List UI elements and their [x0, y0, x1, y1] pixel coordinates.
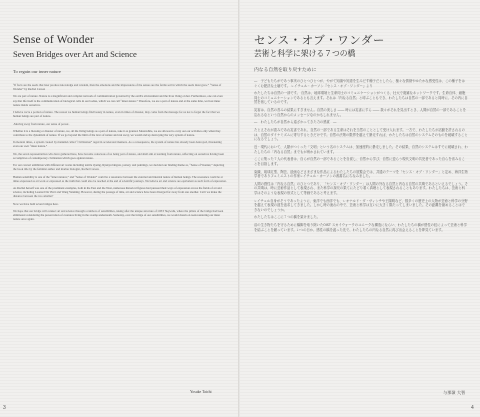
body-text-jp	[254, 79, 468, 235]
paragraph: I believe we're a portion of nature. The reason we human beings find beauty in nature, even in times of disaster, may come from the message for us not to forget the fact that we human beings are part of nature.	[13, 110, 220, 119]
paragraph: “If facts are the seeds that later produce knowledge and wisdom, then the emotions and the impressions of the senses are the fertile soil in which the seeds must grow.” “Sense of Wonder” by Rachel Carson	[13, 83, 222, 92]
page-title-jp: センス・オブ・ワンダー	[254, 33, 385, 47]
paragraph-jp: 災害は、自然の営みの結果にすぎません。自然の美しさ ―― 時には災害にすら ―― 我々がそれを見出すとき、人間が自然の一部であることを忘れるなという自然からのメッセージなのかもしれません。	[254, 108, 466, 117]
page-number: 4	[471, 405, 474, 411]
page-subtitle: Seven Bridges over Art and Science	[13, 49, 137, 59]
paragraph-jp: たとえそれが恵みであれ災害であれ、自然の一部である生命はそれを当然のこととして受け入れます。一方で、わたしたちが活動を許されるのは、自然のダイナミズムに寄与するときだけです。自然の法則の限界を越えて暴走すれば、わたしたちは自然のシステムそのものを破壊することになるでしょう。	[254, 128, 468, 142]
page-title: Sense of Wonder	[13, 34, 95, 46]
paragraph-jp: 染織、琉球紅型、陶芸、絵画などさまざまな作品によるわたしたちの展覧会では、共通のテーマを「センス・オブ・ワンダー」と定め、海洋生物学者でありフェミニストの作家レイチェル・カーソンの著書名にちなみました。	[254, 169, 468, 179]
paragraph-jp: 人間の感性は「内なる自然」のひとつであり、「センス・オブ・ワンダー」は人間の外なる自然と内なる自然の共鳴であるといえるでしょう。その共鳴は、時に芸術作品として表現され、また科学の探究の果てにたどり着く真理として表現されることもあります。わたしたちは、芸術と科学はそのような表現の形式として等価であると考えます。	[254, 181, 468, 195]
page-subtitle-jp: 芸術と科学に架ける７つの橋	[254, 49, 356, 58]
paragraph: For our concert exhibition with different art works including textile dyeing, Ryukyu bingata, pottery, and paintings, we decided our binding theme as, “Sense of Wonder,” depicting the book title by the feminist author and marine biologist, Rachel Carson.	[13, 163, 225, 172]
page-number: 3	[3, 405, 6, 411]
paragraph: We hope that our bridge will connect art and science through a rainbow of sensibilities, taking after the unique structure of OIST Skywalk, where the pillars of the bridge had been eliminated considering the preservation of creatures living in the swamp underneath. Someday, over the bridge of our sensibilities, we would dream on reencountering our inner nature once again.	[13, 209, 224, 222]
paragraph-jp: わたしたちは自然の一部です。 自然は、地球環境と生命同士のコミュニケーションがつくる、壮大で複雑なネットワークです。生命自体、細胞同士のコミュニケーションであるとも言えます。それは「内なる自然」と呼ぶこともでき、わたしたちは自然の一部であると同時に、その内に自然を宿しているのです。	[254, 91, 468, 105]
section-heading: To regain our inner nature	[13, 69, 61, 74]
paragraph-jp: 沼の生き物たちを守るために橋脚を取り除いたOIST スカイウォークのユニークな構造にならい、わたしたちの橋が感性の虹によって芸術と科学を結ぶことを願っています。いつの日か、感性の橋を渡った先で、わたしたちの内なる自然に再び出会えることを夢見ています。	[254, 223, 467, 232]
paragraph: Whether it is a blessing or disaster of nature, we, all the living beings as a part of nature, take it as granted. Meanwhile, we are allowed to carry out our activities only when they contribute to the dynamism of nature. If we go beyond the limit of the laws of nature and run away, we would end up destroying the very system of nature.	[13, 128, 221, 137]
paragraph: As Rachel herself was one of the prominent examples, both in the East and the West, numerous historical figures had pursued their ways of expression across the fields of art and science, including Leonard Da Vinci and Wang Yanming. However, during the passage of time, art and science have been diverged far away from one another. Can't we make the distance between the two smaller?	[13, 186, 222, 199]
paragraph: Now we have built seven bridges here.	[13, 201, 59, 206]
paragraph: Human sensibility is one of the “inner natures,” and “Sense of Wonder” could be a resonance between the external and internal nature of human beings. The resonance could be at times expressed as art work or expressed as the truth that could also be reached at the end of scientific journeys. We believe art and science are equivalent as such form of expression.	[13, 174, 227, 183]
paragraph-jp: ― わたしたちが自然から遠ざかってきた力の感覚 ―	[254, 120, 337, 125]
paragraph-jp: 近・現代において、人類がつくった「文明」という名のシステムは、加速度的に暴走しました。その結果、自然のシステムはすでに破壊され、わたしたちの「内なる自然」までもが脅かされています。	[254, 144, 468, 154]
paragraph-jp: ― 子どもたちがであう事実のひとつひとつが、やがて知識や知恵を生みだす種子だとしたら、様々な情緒やゆたかな感受性は、この種子をはぐくむ肥沃な土壌です。 レイチェル・カーソン『センス・オブ・ワンダー』より	[254, 79, 465, 88]
right-page	[240, 0, 480, 417]
paragraph-jp: レイチェル自身がそうであったように、東洋でも西洋でも、レオナルド・ダ・ヴィンチや王陽明など、数多くの歴史上の人物が芸術と科学の分野を越えて表現の道を追求してきました。しかし時の流れの中で、芸術と科学は互いに大きく隔たってしまいました。その距離を縮めることはできないのでしょうか。	[254, 198, 468, 212]
paragraph-jp: わたしたちはここに７つの橋を架けました。	[254, 215, 320, 220]
paragraph: In modern times, a system created by mankind called “civilization” raged in accelerated manners. As a consequence, the system of nature has already been destroyed, threatening even our own “inner nature.”	[13, 140, 222, 149]
body-text	[13, 83, 227, 225]
author-signature: Yosuke Taichi	[190, 390, 212, 394]
paragraph: We, the seven representatives who have gathered here, have become conscious of us being part of nature, and shall aim at learning from nature, reflecting on ourselves having been accomplices of contemporary civilization which goes against nature.	[13, 151, 225, 160]
paragraph: We are part of nature. Nature is a magnificent and complex network of communication governed by the earth's environment and the lives living on her. Furthermore, one can even say that life itself is the communication of biological cells in our bodies, which we can call “inner nature.” Therefore, we are a part of nature and at the same time, we host inner nature inside ourselves.	[13, 94, 223, 107]
paragraph: -Moving away from nature, our sense of power-	[13, 121, 70, 126]
paragraph-jp: ここに集った７人の代表者は、自らが自然の一部であることを自覚し、自然から学び、自然に逆らう現代文明の共犯者であった自らを省みることを目指します。	[254, 157, 465, 166]
section-heading-jp: 内なる自然を取り戻すために	[254, 68, 317, 73]
author-signature-jp: 与那嶺 大智	[443, 390, 466, 395]
